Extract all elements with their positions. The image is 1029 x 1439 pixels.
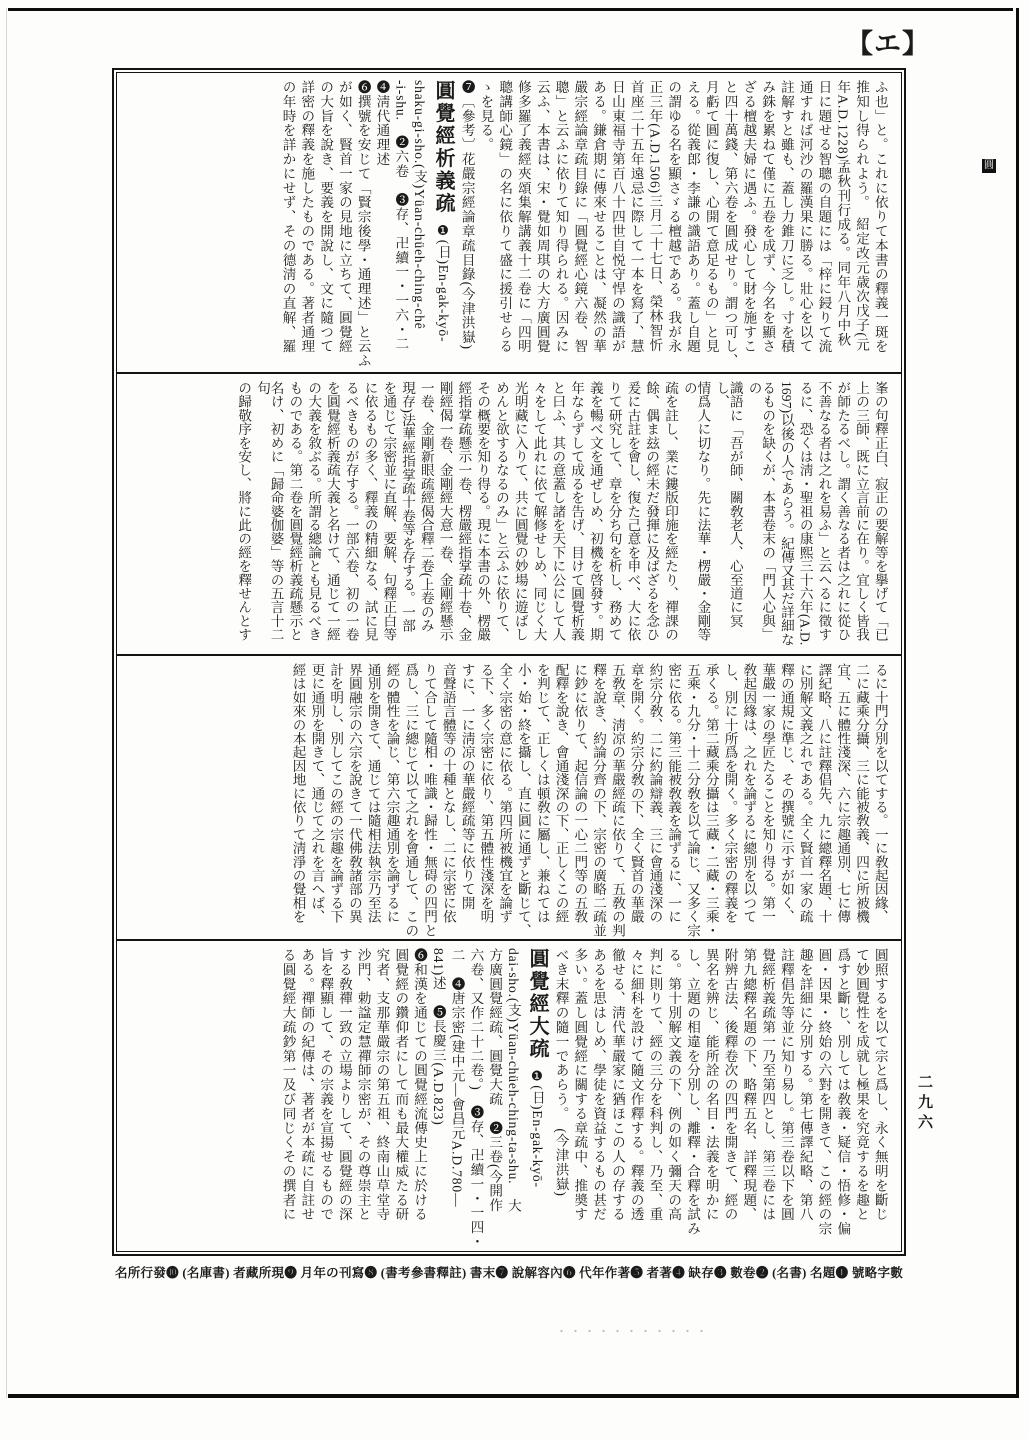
text-column	[469, 948, 483, 1249]
text-column	[394, 80, 408, 370]
text-band-1	[117, 73, 901, 372]
text-column	[592, 80, 606, 370]
text-column	[667, 948, 681, 1249]
column-text: 年A.D.1228)孟秋刊行成る。同年八月中秋	[835, 80, 851, 347]
text-column	[363, 381, 377, 652]
column-text: 云ふ、本書は、宋・覺如周琪の大方廣圓覺	[534, 80, 550, 354]
column-text: 更に通別を開きて、通じて之れを言へば、	[309, 663, 325, 924]
column-text: 經指掌疏懸示一卷、楞嚴經指掌疏十卷、金	[456, 381, 472, 642]
column-text: と四十萬錢、第六卷を圓成せり。謂つ可し、	[722, 80, 738, 368]
text-column	[817, 80, 831, 370]
text-column	[281, 80, 295, 370]
column-text: るべきものが存する。一部六卷、初の一卷	[343, 381, 359, 642]
column-text: りて研究して、章を分ち句を析し、務めて	[606, 381, 622, 642]
text-column	[592, 948, 606, 1249]
column-text: 現存)法華經指掌疏十卷等を存する。一部	[400, 381, 416, 633]
column-text: に別解文義之れである。全く賢首一家の疏	[797, 663, 813, 924]
text-column	[685, 80, 699, 370]
text-band-2	[117, 374, 901, 654]
column-text: 譯紀略、八に註釋倡先、九に總釋名題、十	[816, 663, 832, 924]
text-column	[498, 663, 512, 937]
text-column	[685, 663, 699, 937]
text-column	[516, 80, 530, 370]
text-column	[873, 948, 887, 1249]
column-text: 爲すと斷じ、別しては敎義・疑信・悟修・偏	[835, 948, 851, 1236]
column-text: べき末釋の隨一であらう。 (今津洪嶽)	[553, 948, 569, 1197]
text-column	[836, 381, 850, 652]
text-column	[551, 381, 565, 652]
text-column	[742, 948, 756, 1249]
text-column	[663, 381, 677, 652]
text-column	[535, 663, 549, 937]
text-column	[626, 381, 640, 652]
text-column	[798, 80, 812, 370]
column-text: ざる檀越夫婦に遇ふ。發心して財を施すこ	[741, 80, 757, 354]
text-column	[704, 663, 718, 937]
column-text: 五敎章、淸凉の華嚴經疏に依りて、五敎の判	[609, 663, 625, 937]
column-text: 旨を釋顯して、その宗義を宣揚せるもので	[318, 948, 334, 1222]
text-column	[854, 663, 868, 937]
text-column	[288, 381, 302, 652]
column-text: 一卷、金剛新眼疏經偈合釋二卷(上卷のみ	[418, 381, 434, 633]
column-text: 經の體性を論じ、第六宗趣通別を論ずるに	[384, 663, 400, 924]
text-column	[610, 948, 624, 1249]
text-column	[329, 663, 343, 937]
column-text: 圓覺經の鑽仰者にして而も最大權威たる研	[393, 948, 409, 1222]
column-text: し、別に十所爲を開く。多く宗密の釋義を	[722, 663, 738, 924]
text-column	[854, 80, 868, 370]
column-text: 通別を開きて、通じては隨相法執宗乃至法	[365, 663, 381, 924]
column-text: ものである。第二卷を圓覺經析義疏懸示と	[287, 381, 303, 642]
column-text: ❹淸代通理述	[374, 80, 390, 167]
text-column	[817, 663, 831, 937]
column-text: ❻和漢を通じての圓覺經流傳史上に於ける	[412, 948, 428, 1222]
column-text: を判じて、正しくは頓敎に屬し、兼ねては	[534, 663, 550, 924]
text-column	[629, 80, 643, 370]
column-text: ❻撰號を安じて「賢宗後學・通理述」と云ふ	[355, 80, 371, 368]
column-text: 釋の通規に準じ、その撰號に示すが如く、	[778, 663, 794, 924]
text-column	[513, 381, 527, 652]
column-text: ❼〔參考〕花嚴宗經論章疏目錄(今津洪嶽)	[459, 80, 475, 350]
text-column	[854, 948, 868, 1249]
text-column	[817, 948, 831, 1249]
text-column	[516, 663, 530, 937]
entry-title: 圓覺經大疏	[525, 948, 548, 1061]
text-column	[648, 663, 662, 937]
column-text: 不善なる者は之れを易ふ」と云へるに徵す	[816, 381, 832, 642]
text-column	[319, 948, 333, 1249]
text-column	[535, 80, 549, 370]
column-text: の年時を詳かにせず、その德淸の直解、羅	[280, 80, 296, 354]
text-column	[798, 381, 812, 652]
footer-legend: 名所行發❿ (名庫書) 者藏所現❾ 月年の刊寫❽ (書考參書釋註) 書末❼ 說解容內❻ 代年作著❺ 者著❹ 缺存❸ 數卷❷ (名書) 名題❶ 號略字數	[114, 1266, 904, 1280]
column-text: るに十門分別を以てする。一に敎起因緣、	[872, 663, 888, 924]
text-column	[629, 663, 643, 937]
column-text: 峯の句釋正白、寂正の要解等を擧げて「已	[872, 381, 888, 642]
text-column	[412, 80, 426, 370]
column-text: 841)述 ❺長慶三(A.D.823)	[430, 948, 446, 1126]
column-text: 圓照するを以て宗と爲し、永く無明を斷じ	[872, 948, 888, 1222]
text-column	[433, 80, 453, 370]
text-column	[648, 80, 662, 370]
column-text: 界圓融宗の六宗を說きて一代佛敎諸部の異	[346, 663, 362, 924]
column-text: ❶(日)En-gak-kyō-	[436, 223, 452, 343]
text-column	[527, 948, 547, 1249]
column-text: 推知し得られよう。 紹定改元歳次戊子(元	[854, 80, 870, 353]
column-text: 密に依る。第三能被敎義を論ずるに、一に	[666, 663, 682, 924]
text-column	[854, 381, 868, 652]
column-text: の謂ゆる名を顯さゞる檀越である。我が永	[666, 80, 682, 354]
text-column	[836, 948, 850, 1249]
text-column	[873, 80, 887, 370]
scan-frame-top	[8, 8, 1013, 11]
column-text: を通じて宗密並に直解、要解、句釋正白等	[381, 381, 397, 642]
text-column	[554, 663, 568, 937]
text-column	[419, 381, 433, 652]
text-column	[498, 80, 512, 370]
column-text: 爲し、三に總じて以て之れを會通して、この	[403, 663, 419, 937]
text-column	[836, 663, 850, 937]
column-text: 爰に古註を會し、復た己意を申べ、大に依	[625, 381, 641, 642]
text-column	[588, 381, 602, 652]
text-column	[375, 80, 389, 370]
column-text: あるを思はしめ、學徒を資益するもの甚だ	[591, 948, 607, 1222]
text-column	[779, 948, 793, 1249]
column-text: るものを缺くが、本書卷末の「門人心與」の	[746, 381, 776, 642]
scan-artifact-dots: ・・・・・・・・・・・	[556, 1326, 710, 1338]
column-text: 年ならずして成るを告げ、目けて圓覺析義	[569, 381, 585, 642]
column-text: 日山東福寺第百八十四世自悦守悍の識語が	[609, 80, 625, 354]
text-column	[438, 381, 452, 652]
text-column	[382, 381, 396, 652]
text-column	[573, 948, 587, 1249]
text-column	[573, 80, 587, 370]
text-column	[366, 663, 380, 937]
column-text: ふ也」と。これに依りて本書の釋義一斑を	[872, 80, 888, 354]
column-text: 附辨古法、後釋卷次の四門を開きて、經の	[722, 948, 738, 1222]
text-column	[400, 381, 414, 652]
scan-frame-left	[6, 8, 7, 1398]
text-column	[281, 948, 295, 1249]
column-text: 詳密の釋義を施したものである。著者通理	[299, 80, 315, 354]
column-text: る。第十別解文義の下、例の如く彌天の高	[666, 948, 682, 1222]
column-text: 識語に「吾が師、關敎老人、心至道に冥し、	[714, 381, 743, 628]
text-column	[629, 948, 643, 1249]
text-column	[723, 948, 737, 1249]
column-text: 註解すと雖も、蓋し力錐刀に乏し。寸を積	[778, 80, 794, 354]
text-column	[404, 663, 418, 937]
page-number: 二九六	[916, 1074, 932, 1134]
column-text: ゝを見る。	[478, 80, 494, 152]
column-text: み銖を累ねて僅に五卷を成ず、今名を顯さ	[760, 80, 776, 354]
text-column	[873, 663, 887, 937]
text-column	[779, 80, 793, 370]
column-text: 宜、五に體性淺深、六に宗趣通別、七に傳	[835, 663, 851, 924]
text-column	[573, 663, 587, 937]
text-column	[682, 381, 709, 652]
column-text: 餘、偶ま玆の經未だ發揮に及ばざるを念ひ	[644, 381, 660, 642]
column-text: 音聲語言體等の十種となし、二に宗密に依	[440, 663, 456, 924]
text-column	[779, 663, 793, 937]
text-column	[747, 381, 774, 652]
text-column	[554, 948, 568, 1249]
column-text: 約宗分敎、二に約論辯義、三に會通淺深の	[647, 663, 663, 924]
scan-frame-right	[1016, 8, 1019, 1398]
column-text: 方廣圓覺經疏、圓覺大疏 ❷三卷(今開作	[487, 948, 503, 1213]
text-column	[592, 663, 606, 937]
column-text: 疏を註し、業に鏤版印施を經たり、禪課の	[663, 381, 678, 642]
text-column	[412, 948, 426, 1249]
column-text: 義を暢べ文を通ぜしめ、初機を啓發す。期	[587, 381, 603, 642]
text-column	[779, 381, 793, 652]
thumb-index-marker: 圓	[984, 160, 994, 171]
text-column	[300, 80, 314, 370]
column-text: -i-shu. ❷六卷 ❸存、卍續一・一六・二	[393, 80, 409, 352]
column-text: 究者、支那華嚴宗の第五祖、終南山草堂寺	[374, 948, 390, 1222]
column-text: 釋を說き、約論分齊の下、宗密の廣略二疏並	[591, 663, 607, 937]
column-text: 五乘・九分・十二分敎を以て論じ、又多く宗	[685, 663, 700, 937]
column-text: 判に則りて、經の三分を科判し、乃至、重	[647, 948, 663, 1222]
text-box-inner-border	[116, 72, 902, 1252]
text-column	[723, 663, 737, 937]
column-text: ❶(日)En-gak-kyō-	[529, 1068, 545, 1188]
text-column	[394, 948, 408, 1249]
column-text: する敎禪一致の立場よりして、圓覺經の深	[336, 948, 352, 1222]
text-column	[554, 80, 568, 370]
column-text: ある。鎌倉期に傳來せることは、凝然の華	[591, 80, 607, 354]
text-column	[715, 381, 742, 652]
column-text: 二に藏乘分攝、三に能被敎義、四に所被機	[854, 663, 870, 924]
text-column	[457, 381, 471, 652]
column-text: 嚴宗經論章疏目錄に「圓覺經心鏡六卷、智	[572, 80, 588, 354]
column-text: 配釋を說き、會通淺深の下、正しくこの經	[553, 663, 569, 924]
text-column	[532, 381, 546, 652]
text-column	[479, 80, 493, 370]
text-column	[460, 80, 474, 370]
column-text: と曰ふ、其の意蓋し諸を天下に公にして人	[550, 381, 566, 642]
column-text: 情爲人に切なり。先に法華・楞嚴・金剛等の	[681, 381, 711, 642]
text-column	[836, 80, 850, 370]
column-text: 修多羅了義經夾頌集解講義十二卷に「四明	[515, 80, 531, 354]
column-text: 覺經析義疏第一乃至第四とし、第三卷には	[760, 948, 776, 1222]
column-text: 六卷、又作二十二卷。) ❸存、卍續一・一四・	[468, 948, 484, 1249]
text-column	[506, 948, 520, 1249]
text-column	[610, 663, 624, 937]
text-column	[337, 80, 351, 370]
text-column	[798, 948, 812, 1249]
column-text: が師たるべし。謂く善なる者は之れに從ひ	[835, 381, 851, 642]
column-text: 上の三師、既に立言前に在り。宜しく皆我	[854, 381, 870, 642]
text-column	[494, 381, 508, 652]
text-column	[667, 80, 681, 370]
column-text: 註釋倡先等並に知り易し。第三卷以下を圓	[778, 948, 794, 1222]
column-text: 經は如來の本起因地に依りて淸淨の覺相を	[290, 663, 306, 924]
text-column	[648, 948, 662, 1249]
column-text: える。從義郎・李謙の識語あり。蓋し自題	[685, 80, 700, 354]
column-text: の大義を敘ぶる。所謂る總論とも見るべき	[306, 381, 322, 642]
column-text: 多い。蓋し圓覺經に關する章疏中、推奬す	[572, 948, 588, 1222]
column-text: 々に細科を設けて隨文作釋する。釋義の透	[628, 948, 644, 1222]
text-column	[761, 80, 775, 370]
column-text: 章を開く。約宗分敎の下、全く賢首の華嚴	[628, 663, 644, 924]
column-text: すに、一に淸凉の華嚴經疏等に依りて開	[459, 663, 475, 910]
text-column	[291, 663, 305, 937]
text-column	[307, 381, 321, 652]
text-column	[460, 663, 474, 937]
text-column	[667, 663, 681, 937]
text-column	[742, 663, 756, 937]
text-column	[761, 948, 775, 1249]
column-text: 正三年(A.D.1506)三月二十七日、榮林智忻	[647, 80, 663, 353]
column-text: 第九總釋名題の下、略釋五名、詳釋現題、	[741, 948, 757, 1222]
column-text: て妙圓覺性を成就し極果を究竟するを趣と	[854, 948, 870, 1222]
text-column	[817, 381, 831, 652]
text-column	[300, 948, 314, 1249]
text-column	[450, 948, 464, 1249]
column-text: が如く、賢首一家の見地に立ちて、圓覺經	[336, 80, 352, 354]
text-column	[873, 381, 887, 652]
text-column	[479, 663, 493, 937]
column-text: 1697)以後の人であらう。紀傳又甚だ詳細な	[778, 381, 794, 647]
text-column	[356, 80, 370, 370]
text-column	[255, 381, 282, 652]
column-text: の大旨を說き、要義を開說し、文に隨つて	[318, 80, 334, 354]
text-column	[704, 80, 718, 370]
text-column	[385, 663, 399, 937]
text-column	[431, 948, 445, 1249]
column-text: に鈔に依りて、起信論の一心二門等の五敎	[572, 663, 588, 924]
text-column	[319, 80, 333, 370]
column-text: る下、多く宗密に依り、第五體性淺深を明	[478, 663, 494, 924]
column-text: 月虧て圓に復し、心開て意足るもの」と見	[703, 80, 719, 354]
column-text: 徹せる、淸代華嚴家に猶ほこの人の存する	[609, 948, 625, 1222]
column-text: 異名を辨じ、能所詮の名目・法義を明かに	[703, 948, 719, 1222]
text-band-4	[117, 941, 901, 1251]
column-text: shaku-gi-sho.(支)Yüan-chüeh-ching-chê	[412, 80, 428, 330]
column-text: 全く宗密の意に依る。第四所被機宜を論ず	[497, 663, 513, 924]
column-text: るに、恐くは淸・聖祖の康熙三十六年(A.D.	[797, 381, 813, 646]
column-text: 日に題せる智聰の自題には「梓に鋟りて流	[816, 80, 832, 354]
text-column	[610, 80, 624, 370]
column-text: 二 ❹唐宗密(建中元—會昌元A.D.780—	[449, 948, 465, 1208]
text-column	[607, 381, 621, 652]
text-column	[344, 381, 358, 652]
column-text: に依るもの多く、釋義の精細なる、試に見	[362, 381, 378, 642]
text-column	[798, 663, 812, 937]
text-box-border	[112, 68, 906, 1256]
column-text: ある。禪師の紀傳は、著者が本疏に自註せ	[299, 948, 315, 1222]
column-text: 趣を詳細に分別する。第七傳譯紀略、第八	[797, 948, 813, 1222]
column-text: の歸敬序を安し、將に此の經を釋せんとす	[236, 381, 252, 642]
column-text: し、立題の相違を分別し、離釋・合釋を試み	[685, 948, 700, 1236]
column-text: 計を明し、別してこの經の宗趣を論ずる下	[328, 663, 344, 924]
column-text: 圓・因果・終始の六對を開きて、この經の宗	[816, 948, 832, 1236]
text-column	[337, 948, 351, 1249]
text-column	[375, 948, 389, 1249]
text-column	[723, 80, 737, 370]
column-text: を圓覺經析義疏大義と名けて、通じて一經	[324, 381, 340, 642]
column-text: 聰」と云ふに依りて知り得られる。因みに	[553, 80, 569, 354]
column-text: る圓覺經大疏鈔第一及び同じくその撰者に	[280, 948, 296, 1222]
text-column	[685, 948, 699, 1249]
column-text: 剛經偈一卷、金剛經大意一卷、金剛經懸示	[437, 381, 453, 642]
kana-section-header: 【エ】	[846, 29, 930, 59]
text-column	[422, 663, 436, 937]
column-text: 々をして此れに依て解修せしめ、同じく大	[531, 381, 547, 642]
column-text: 聰講師心鏡」の名に依りて盛に援引せらる	[497, 80, 513, 354]
text-column	[488, 948, 502, 1249]
column-text: その概要を知り得る。現に本書の外、楞嚴	[475, 381, 491, 642]
column-text: めんと欲するなるのみ」と云ふに依りて、	[493, 381, 509, 642]
column-text: 華嚴一家の學匠たることを知り得る。第一	[760, 663, 776, 924]
text-column	[325, 381, 339, 652]
text-column	[237, 381, 251, 652]
entry-title: 圓覺經析義疏	[432, 80, 455, 215]
column-text: dai-sho.(支)Yüan-chüeh-ching-ta-shu. 大	[505, 948, 521, 1214]
text-column	[704, 948, 718, 1249]
column-text: 敎起因緣は、之れを論ずるに總別を以つて	[741, 663, 757, 924]
text-column	[476, 381, 490, 652]
column-text: 沙門、勅諡定慧禪師宗密が、その尊崇主と	[355, 948, 371, 1222]
column-text: 通すれば河沙の羅漢果に勝る。壯心を以て	[797, 80, 813, 354]
column-text: 小・始・終を攝し、直に圓に通ずと斷じて、	[515, 663, 531, 937]
text-column	[356, 948, 370, 1249]
column-text: りて合して隨相・唯識・歸性・無碍の四門と	[422, 663, 438, 937]
text-column	[645, 381, 659, 652]
column-text: 光明藏に入りて、共に圓覺の妙場に遊ばし	[512, 381, 528, 642]
column-text: 名け、初めに「歸命婆伽婆」等の五言十二句	[255, 381, 284, 642]
text-band-3	[117, 656, 901, 939]
scan-frame-bottom	[8, 1394, 1019, 1398]
text-column	[761, 663, 775, 937]
column-text: 承くる。第二藏乘分攝は三藏・二藏・三乘・	[703, 663, 719, 937]
text-column	[742, 80, 756, 370]
column-text: 首座二十五年遠忌に際して一本を寫了、慧	[628, 80, 644, 354]
text-column	[570, 381, 584, 652]
text-column	[347, 663, 361, 937]
text-column	[310, 663, 324, 937]
text-column	[441, 663, 455, 937]
